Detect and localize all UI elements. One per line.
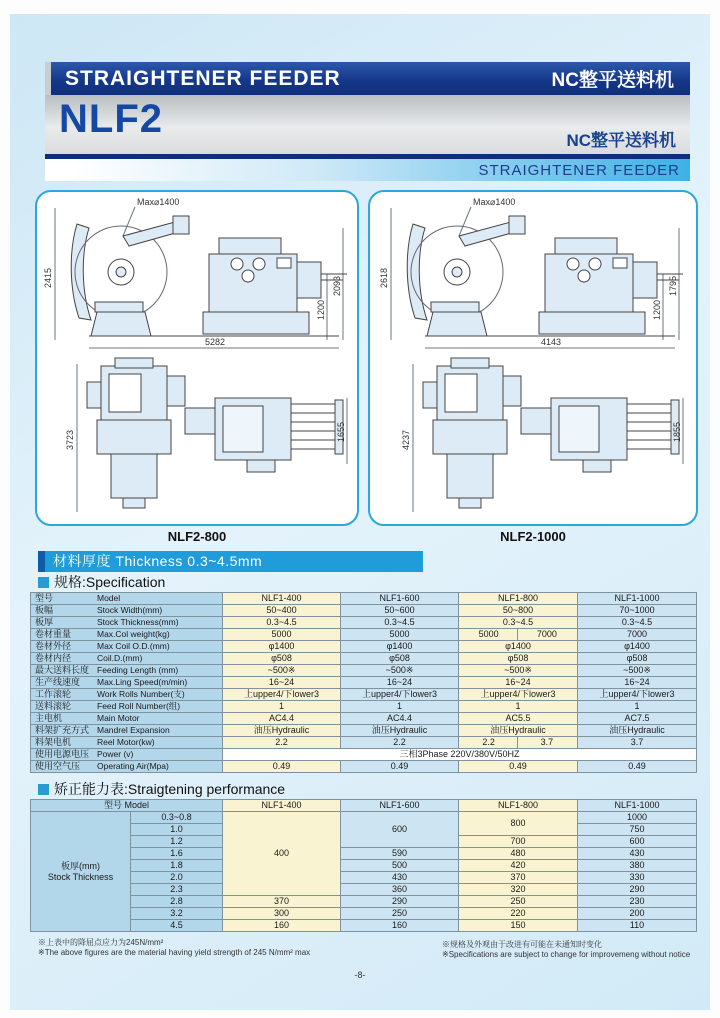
spec-cell: AC4.4 bbox=[223, 713, 341, 725]
dim-side-width: 5282 bbox=[204, 337, 226, 347]
perf-cell: 320 bbox=[459, 884, 578, 896]
label-en: Max Coil O.D.(mm) bbox=[97, 641, 170, 651]
spec-cell: 上upper4/下lower3 bbox=[341, 689, 459, 701]
dim-side-left: 2415 bbox=[43, 267, 53, 288]
label-en: Model bbox=[97, 593, 121, 603]
spec-cell: φ508 bbox=[341, 653, 459, 665]
performance-table bbox=[30, 799, 697, 932]
performance-section-header bbox=[38, 781, 285, 797]
label-cn: 料架扩充方式 bbox=[35, 725, 90, 735]
spec-cell: φ1400 bbox=[578, 641, 697, 653]
section-bullet-icon bbox=[38, 784, 49, 795]
label-en: Main Motor bbox=[97, 713, 140, 723]
perf-cell: 230 bbox=[578, 896, 697, 908]
technical-drawing-nlf2-800 bbox=[37, 192, 357, 522]
spec-cell-merged-power: 三相3Phase 220V/380V/50HZ bbox=[223, 749, 697, 761]
table-row bbox=[31, 737, 697, 749]
perf-cell: 150 bbox=[459, 920, 578, 932]
subtitle-band bbox=[45, 159, 690, 181]
perf-cell: 750 bbox=[578, 824, 697, 836]
perf-model-header: NLF1-400 bbox=[223, 800, 341, 812]
thickness-cell: 1.0 bbox=[131, 824, 223, 836]
spec-cell: 1 bbox=[578, 701, 697, 713]
spec-cell: 0.3~4.5 bbox=[223, 617, 341, 629]
perf-cell: 220 bbox=[459, 908, 578, 920]
perf-cell: 700 bbox=[459, 836, 578, 848]
spec-cell: 7000 bbox=[578, 629, 697, 641]
spec-cell: 0.49 bbox=[341, 761, 459, 773]
drawing-caption-right: NLF2-1000 bbox=[500, 529, 566, 544]
spec-cell: 1 bbox=[341, 701, 459, 713]
table-row bbox=[31, 617, 697, 629]
table-row bbox=[31, 653, 697, 665]
spec-cell: 0.3~4.5 bbox=[459, 617, 578, 629]
subtitle-en: STRAIGHTENER FEEDER bbox=[478, 161, 680, 179]
spec-cell: 0.3~4.5 bbox=[341, 617, 459, 629]
spec-row-label bbox=[31, 677, 223, 689]
spec-row-label bbox=[31, 641, 223, 653]
perf-cell: 1000 bbox=[578, 812, 697, 824]
perf-cell-merged: 600 bbox=[341, 812, 459, 848]
split-left: 2.2 bbox=[460, 737, 518, 748]
spec-cell: NLF1-1000 bbox=[578, 593, 697, 605]
perf-cell: 160 bbox=[341, 920, 459, 932]
page-number: -8- bbox=[354, 970, 366, 980]
perf-cell: 250 bbox=[341, 908, 459, 920]
table-row bbox=[31, 677, 697, 689]
dim-side-width: 4143 bbox=[540, 337, 562, 347]
header-title-en: STRAIGHTENER FEEDER bbox=[65, 66, 341, 90]
label-en: Feeding Length (mm) bbox=[97, 665, 179, 675]
perf-cell: 370 bbox=[223, 896, 341, 908]
perf-cell-merged: 400 bbox=[223, 812, 341, 896]
spec-cell: 0.49 bbox=[459, 761, 578, 773]
dim-side-inner: 1200 bbox=[652, 299, 662, 320]
perf-cell: 360 bbox=[341, 884, 459, 896]
spec-cell: 0.3~4.5 bbox=[578, 617, 697, 629]
perf-cell: 370 bbox=[459, 872, 578, 884]
thickness-cell: 0.3~0.8 bbox=[131, 812, 223, 824]
label-cn: 板厚(mm) bbox=[61, 860, 100, 871]
spec-row-label bbox=[31, 653, 223, 665]
label-cn: 板幅 bbox=[35, 605, 54, 615]
thickness-cell: 2.0 bbox=[131, 872, 223, 884]
spec-cell: AC7.5 bbox=[578, 713, 697, 725]
footnote-left-en: ※The above figures are the material having yield strength of 245 N/mm² max bbox=[38, 948, 311, 957]
spec-cell: ~500※ bbox=[459, 665, 578, 677]
spec-row-label bbox=[31, 761, 223, 773]
spec-cell: 16~24 bbox=[459, 677, 578, 689]
label-en: Max.Ling Speed(m/min) bbox=[97, 677, 188, 687]
spec-cell: 2.2 bbox=[341, 737, 459, 749]
spec-cell: NLF1-800 bbox=[459, 593, 578, 605]
perf-model-header: NLF1-1000 bbox=[578, 800, 697, 812]
side-view-shapes bbox=[71, 216, 347, 336]
thickness-cell: 1.2 bbox=[131, 836, 223, 848]
spec-row-label bbox=[31, 593, 223, 605]
spec-section-title: 规格:Specification bbox=[54, 574, 166, 590]
spec-cell: 70~1000 bbox=[578, 605, 697, 617]
dim-side-left: 2618 bbox=[379, 267, 389, 288]
table-row bbox=[31, 860, 697, 872]
spec-cell: 16~24 bbox=[223, 677, 341, 689]
dimension-lines bbox=[391, 207, 683, 512]
table-row bbox=[31, 629, 697, 641]
spec-row-label bbox=[31, 617, 223, 629]
label-en: Max.Col weight(kg) bbox=[97, 629, 170, 639]
perf-cell: 290 bbox=[341, 896, 459, 908]
spec-row-label bbox=[31, 725, 223, 737]
perf-cell: 110 bbox=[578, 920, 697, 932]
label-cn: 送料滚轮 bbox=[35, 701, 72, 711]
perf-cell: 200 bbox=[578, 908, 697, 920]
spec-cell: 2.2 bbox=[223, 737, 341, 749]
dim-max-diameter: Max⌀1400 bbox=[137, 197, 180, 207]
header-bar bbox=[45, 62, 690, 95]
spec-cell: 油压Hydraulic bbox=[578, 725, 697, 737]
table-row bbox=[31, 800, 697, 812]
footnote-right-cn: ※规格及外观由于改进有可能在未通知时变化 bbox=[442, 940, 602, 949]
spec-section-header bbox=[38, 574, 165, 590]
split-right: 7000 bbox=[536, 629, 557, 639]
spec-cell: 3.7 bbox=[578, 737, 697, 749]
label-en: Feed Roll Number(组) bbox=[97, 701, 181, 711]
thickness-cell: 1.8 bbox=[131, 860, 223, 872]
spec-cell: 油压Hydraulic bbox=[459, 725, 578, 737]
perf-cell: 430 bbox=[341, 872, 459, 884]
spec-cell: 50~600 bbox=[341, 605, 459, 617]
perf-cell-merged: 800 bbox=[459, 812, 578, 836]
perf-cell: 590 bbox=[341, 848, 459, 860]
spec-cell: 50~800 bbox=[459, 605, 578, 617]
spec-cell-split bbox=[459, 629, 578, 641]
label-en: Work Rolls Number(支) bbox=[97, 689, 185, 699]
table-row bbox=[31, 749, 697, 761]
perf-cell: 600 bbox=[578, 836, 697, 848]
spec-cell: 16~24 bbox=[341, 677, 459, 689]
spec-cell: ~500※ bbox=[341, 665, 459, 677]
spec-row-label bbox=[31, 629, 223, 641]
drawing-box-nlf2-1000 bbox=[368, 190, 698, 526]
technical-drawing-nlf2-1000 bbox=[370, 192, 696, 522]
footnote-right-en: ※Specifications are subject to change for improvemeng without notice bbox=[442, 950, 691, 959]
dim-top-left: 4237 bbox=[401, 429, 411, 450]
catalog-page bbox=[10, 14, 710, 1010]
spec-table bbox=[30, 592, 697, 773]
spec-row-label bbox=[31, 749, 223, 761]
perf-cell: 250 bbox=[459, 896, 578, 908]
thickness-cell: 2.3 bbox=[131, 884, 223, 896]
label-cn: 主电机 bbox=[35, 713, 63, 723]
perf-cell: 500 bbox=[341, 860, 459, 872]
spec-cell: φ508 bbox=[223, 653, 341, 665]
label-cn: 型号 bbox=[35, 593, 54, 603]
table-row bbox=[31, 713, 697, 725]
perf-cell: 330 bbox=[578, 872, 697, 884]
spec-cell: ~500※ bbox=[223, 665, 341, 677]
table-row bbox=[31, 884, 697, 896]
perf-cell: 480 bbox=[459, 848, 578, 860]
table-row bbox=[31, 872, 697, 884]
spec-cell: 5000 bbox=[341, 629, 459, 641]
label-cn: 板厚 bbox=[35, 617, 54, 627]
label-en: Power (v) bbox=[97, 749, 134, 759]
table-row bbox=[31, 641, 697, 653]
spec-cell: 5000 bbox=[223, 629, 341, 641]
spec-cell: φ508 bbox=[459, 653, 578, 665]
label-en: Mandrel Expansion bbox=[97, 725, 170, 735]
dim-side-inner: 1200 bbox=[316, 299, 326, 320]
thickness-cell: 4.5 bbox=[131, 920, 223, 932]
spec-cell: 上upper4/下lower3 bbox=[578, 689, 697, 701]
spec-cell: 16~24 bbox=[578, 677, 697, 689]
model-band bbox=[45, 95, 690, 154]
section-bullet-icon bbox=[38, 577, 49, 588]
label-cn: 卷材内径 bbox=[35, 653, 72, 663]
label-en: Stock Thickness bbox=[47, 871, 114, 882]
table-row bbox=[31, 725, 697, 737]
spec-cell: 1 bbox=[459, 701, 578, 713]
top-view-shapes bbox=[87, 358, 343, 508]
dimension-lines bbox=[55, 207, 347, 512]
table-row bbox=[31, 896, 697, 908]
dim-side-right: 2093 bbox=[332, 275, 342, 296]
spec-cell: 0.49 bbox=[578, 761, 697, 773]
drawing-caption-left: NLF2-800 bbox=[167, 529, 227, 544]
spec-cell: 1 bbox=[223, 701, 341, 713]
dim-side-right: 1795 bbox=[668, 275, 678, 296]
perf-cell: 380 bbox=[578, 860, 697, 872]
spec-cell: 上upper4/下lower3 bbox=[459, 689, 578, 701]
model-band-subtitle-cn: NC整平送料机 bbox=[566, 131, 676, 150]
label-cn: 卷材重量 bbox=[35, 629, 72, 639]
spec-cell: NLF1-400 bbox=[223, 593, 341, 605]
perf-cell: 300 bbox=[223, 908, 341, 920]
performance-section-title: 矫正能力表:Straigtening performance bbox=[54, 781, 286, 797]
perf-cell: 290 bbox=[578, 884, 697, 896]
label-en: Stock Width(mm) bbox=[97, 605, 163, 615]
dim-top-left: 3723 bbox=[65, 429, 75, 450]
spec-row-label bbox=[31, 701, 223, 713]
perf-row-group-label bbox=[31, 812, 131, 932]
table-row bbox=[31, 593, 697, 605]
drawing-box-nlf2-800 bbox=[35, 190, 359, 526]
table-row bbox=[31, 848, 697, 860]
thickness-cell: 1.6 bbox=[131, 848, 223, 860]
perf-cell: 420 bbox=[459, 860, 578, 872]
perf-header-label: 型号 Model bbox=[31, 800, 223, 812]
dim-top-right: 1655 bbox=[336, 421, 346, 442]
label-cn: 生产线速度 bbox=[35, 677, 81, 687]
spec-cell: φ1400 bbox=[341, 641, 459, 653]
table-row bbox=[31, 812, 697, 824]
spec-cell: NLF1-600 bbox=[341, 593, 459, 605]
dim-max-diameter: Max⌀1400 bbox=[473, 197, 516, 207]
side-view-shapes bbox=[407, 216, 683, 336]
spec-cell: φ1400 bbox=[459, 641, 578, 653]
label-cn: 工作滚轮 bbox=[35, 689, 72, 699]
spec-cell: 油压Hydraulic bbox=[223, 725, 341, 737]
spec-row-label bbox=[31, 713, 223, 725]
spec-row-label bbox=[31, 665, 223, 677]
spec-cell: AC5.5 bbox=[459, 713, 578, 725]
label-cn: 料架电机 bbox=[35, 737, 72, 747]
perf-cell: 430 bbox=[578, 848, 697, 860]
table-row bbox=[31, 701, 697, 713]
label-en: Reel Motor(kw) bbox=[97, 737, 155, 747]
thickness-banner: 材料厚度 Thickness 0.3~4.5mm bbox=[38, 551, 423, 572]
label-cn: 卷材外径 bbox=[35, 641, 72, 651]
split-left: 5000 bbox=[460, 629, 518, 640]
spec-row-label bbox=[31, 689, 223, 701]
table-row bbox=[31, 665, 697, 677]
split-right: 3.7 bbox=[540, 737, 554, 747]
label-en: Stock Thickness(mm) bbox=[97, 617, 179, 627]
footnote-left bbox=[38, 938, 310, 958]
perf-model-header: NLF1-600 bbox=[341, 800, 459, 812]
thickness-cell: 3.2 bbox=[131, 908, 223, 920]
dim-top-right: 1855 bbox=[672, 421, 682, 442]
perf-model-header: NLF1-800 bbox=[459, 800, 578, 812]
table-row bbox=[31, 689, 697, 701]
perf-cell: 160 bbox=[223, 920, 341, 932]
spec-cell-split bbox=[459, 737, 578, 749]
product-model-title: NLF2 bbox=[59, 97, 163, 141]
spec-cell: 0.49 bbox=[223, 761, 341, 773]
table-row bbox=[31, 920, 697, 932]
label-cn: 使用空气压 bbox=[35, 761, 81, 771]
label-cn: 最大送料长度 bbox=[35, 665, 90, 675]
top-view-shapes bbox=[423, 358, 679, 508]
label-en: Operating Air(Mpa) bbox=[97, 761, 169, 771]
label-cn: 使用电源电压 bbox=[35, 749, 90, 759]
spec-cell: AC4.4 bbox=[341, 713, 459, 725]
label-en: Coil.D.(mm) bbox=[97, 653, 143, 663]
table-row bbox=[31, 761, 697, 773]
table-row bbox=[31, 908, 697, 920]
table-row bbox=[31, 605, 697, 617]
spec-cell: φ1400 bbox=[223, 641, 341, 653]
spec-cell: 50~400 bbox=[223, 605, 341, 617]
spec-cell: φ508 bbox=[578, 653, 697, 665]
header-title-cn: NC整平送料机 bbox=[551, 70, 674, 91]
spec-cell: 油压Hydraulic bbox=[341, 725, 459, 737]
spec-row-label bbox=[31, 605, 223, 617]
spec-row-label bbox=[31, 737, 223, 749]
spec-cell: 上upper4/下lower3 bbox=[223, 689, 341, 701]
thickness-cell: 2.8 bbox=[131, 896, 223, 908]
spec-cell: ~500※ bbox=[578, 665, 697, 677]
footnote-right bbox=[442, 940, 690, 960]
footnote-left-cn: ※上表中的降屈点应力为245N/mm² bbox=[38, 938, 164, 947]
